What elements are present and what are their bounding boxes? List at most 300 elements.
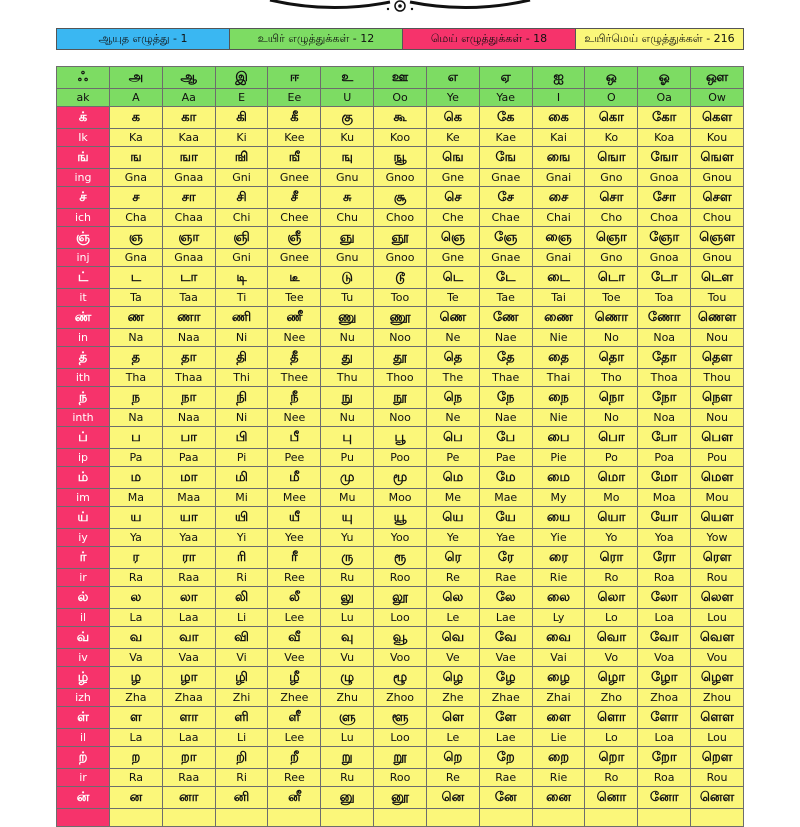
cell-glyph: றெ: [426, 747, 479, 769]
cell-glyph: லூ: [374, 587, 427, 609]
cell-glyph: ண: [110, 307, 163, 329]
cell-latin: Ro: [585, 569, 638, 587]
top-ornament: [250, 0, 550, 14]
cell-glyph: ஈ: [268, 67, 321, 89]
cell-latin: The: [426, 369, 479, 387]
cell-latin: Ly: [532, 609, 585, 627]
legend-mei: மெய் எழுத்துக்கள் - 18: [403, 29, 576, 49]
cell-latin: Na: [110, 329, 163, 347]
cell-latin: Lu: [321, 609, 374, 627]
cell-latin: Rou: [691, 569, 744, 587]
cell-latin: Yie: [532, 529, 585, 547]
consonant-glyph-row: [57, 547, 744, 569]
consonant-latin-row: [57, 809, 744, 827]
cell-glyph: ரீ: [268, 547, 321, 569]
cell-glyph: ஞா: [162, 227, 215, 249]
cell-glyph: பூ: [374, 427, 427, 449]
cell-glyph: லீ: [268, 587, 321, 609]
cell-glyph: லொ: [585, 587, 638, 609]
cell-latin: A: [110, 89, 163, 107]
cell-latin: Mee: [268, 489, 321, 507]
cell-latin: U: [321, 89, 374, 107]
cell-latin: Te: [426, 289, 479, 307]
cell-glyph: னீ: [268, 787, 321, 809]
consonant-latin-row: [57, 209, 744, 227]
cell-latin: Ko: [585, 129, 638, 147]
cell-latin: Thai: [532, 369, 585, 387]
row-head-glyph: ப்: [57, 427, 110, 449]
cell-glyph: செ: [426, 187, 479, 209]
cell-glyph: றூ: [374, 747, 427, 769]
cell-glyph: நு: [321, 387, 374, 409]
cell-glyph: வௌ: [691, 627, 744, 649]
cell-latin: La: [110, 729, 163, 747]
cell-latin: Pa: [110, 449, 163, 467]
cell-latin: Loa: [638, 729, 691, 747]
cell-glyph: மை: [532, 467, 585, 489]
cell-latin: Tae: [479, 289, 532, 307]
cell-latin: Aa: [162, 89, 215, 107]
cell-latin: Ma: [110, 489, 163, 507]
row-head-latin: Ik: [57, 129, 110, 147]
cell-glyph: வீ: [268, 627, 321, 649]
row-head-latin: il: [57, 609, 110, 627]
consonant-latin-row: [57, 369, 744, 387]
row-head-latin: im: [57, 489, 110, 507]
row-head-glyph: ள்: [57, 707, 110, 729]
cell-glyph: ஒ: [585, 67, 638, 89]
cell-latin: Nie: [532, 329, 585, 347]
cell-glyph: ங: [110, 147, 163, 169]
cell-latin: Thaa: [162, 369, 215, 387]
cell-glyph: லோ: [638, 587, 691, 609]
cell-latin: Vou: [691, 649, 744, 667]
cell-glyph: வ: [110, 627, 163, 649]
cell-latin: Zhoo: [374, 689, 427, 707]
cell-glyph: யே: [479, 507, 532, 529]
row-head-glyph: ங்: [57, 147, 110, 169]
cell-glyph: தௌ: [691, 347, 744, 369]
cell-latin: Yoo: [374, 529, 427, 547]
row-head-latin: [57, 809, 110, 827]
cell-latin: Ke: [426, 129, 479, 147]
consonant-latin-row: [57, 249, 744, 267]
cell-latin: Ve: [426, 649, 479, 667]
cell-glyph: றை: [532, 747, 585, 769]
cell-glyph: ஏ: [479, 67, 532, 89]
cell-latin: Kai: [532, 129, 585, 147]
cell-glyph: க: [110, 107, 163, 129]
cell-glyph: ழௌ: [691, 667, 744, 689]
cell-latin: My: [532, 489, 585, 507]
cell-glyph: ய: [110, 507, 163, 529]
cell-latin: Thoa: [638, 369, 691, 387]
cell-glyph: றௌ: [691, 747, 744, 769]
cell-glyph: ரொ: [585, 547, 638, 569]
row-head-glyph: க்: [57, 107, 110, 129]
cell-latin: Gne: [426, 169, 479, 187]
cell-glyph: லா: [162, 587, 215, 609]
row-head-latin: ing: [57, 169, 110, 187]
cell-latin: Raa: [162, 769, 215, 787]
cell-latin: Voo: [374, 649, 427, 667]
cell-latin: [426, 809, 479, 827]
cell-latin: Ye: [426, 89, 479, 107]
cell-latin: Tai: [532, 289, 585, 307]
cell-glyph: பீ: [268, 427, 321, 449]
cell-glyph: தூ: [374, 347, 427, 369]
cell-latin: Gnai: [532, 249, 585, 267]
cell-glyph: யோ: [638, 507, 691, 529]
cell-latin: Rou: [691, 769, 744, 787]
cell-latin: Roa: [638, 569, 691, 587]
row-head-latin: iy: [57, 529, 110, 547]
cell-glyph: ணா: [162, 307, 215, 329]
row-head-glyph: ச்: [57, 187, 110, 209]
cell-glyph: ஞே: [479, 227, 532, 249]
cell-glyph: சா: [162, 187, 215, 209]
cell-latin: No: [585, 329, 638, 347]
cell-latin: Zhai: [532, 689, 585, 707]
cell-latin: Li: [215, 609, 268, 627]
consonant-latin-row: [57, 449, 744, 467]
row-head-glyph: ர்: [57, 547, 110, 569]
cell-latin: Gnai: [532, 169, 585, 187]
cell-latin: Gnoo: [374, 169, 427, 187]
cell-latin: Cho: [585, 209, 638, 227]
cell-glyph: ளொ: [585, 707, 638, 729]
consonant-latin-row: [57, 129, 744, 147]
consonant-latin-row: [57, 289, 744, 307]
cell-latin: Naa: [162, 409, 215, 427]
cell-glyph: கௌ: [691, 107, 744, 129]
cell-glyph: ணு: [321, 307, 374, 329]
cell-latin: Ru: [321, 569, 374, 587]
cell-latin: Gnee: [268, 169, 321, 187]
cell-glyph: டி: [215, 267, 268, 289]
cell-glyph: னௌ: [691, 787, 744, 809]
cell-glyph: ஆ: [162, 67, 215, 89]
cell-latin: Vi: [215, 649, 268, 667]
consonant-latin-row: [57, 729, 744, 747]
cell-latin: Gnee: [268, 249, 321, 267]
cell-glyph: கொ: [585, 107, 638, 129]
cell-glyph: சே: [479, 187, 532, 209]
cell-latin: Loa: [638, 609, 691, 627]
cell-latin: Zhou: [691, 689, 744, 707]
cell-glyph: ல: [110, 587, 163, 609]
cell-latin: Vai: [532, 649, 585, 667]
row-head-glyph: ஃ: [57, 67, 110, 89]
cell-latin: Va: [110, 649, 163, 667]
cell-latin: Thoo: [374, 369, 427, 387]
row-head-latin: ip: [57, 449, 110, 467]
cell-glyph: ழ: [110, 667, 163, 689]
cell-glyph: ரெ: [426, 547, 479, 569]
cell-glyph: ஞீ: [268, 227, 321, 249]
cell-glyph: வொ: [585, 627, 638, 649]
cell-latin: Che: [426, 209, 479, 227]
row-head-glyph: வ்: [57, 627, 110, 649]
cell-glyph: உ: [321, 67, 374, 89]
cell-glyph: ஙி: [215, 147, 268, 169]
cell-latin: Gne: [426, 249, 479, 267]
cell-latin: Gnu: [321, 169, 374, 187]
cell-latin: Nu: [321, 409, 374, 427]
cell-glyph: யௌ: [691, 507, 744, 529]
cell-latin: Pou: [691, 449, 744, 467]
cell-glyph: ணூ: [374, 307, 427, 329]
cell-latin: Nu: [321, 329, 374, 347]
cell-glyph: டை: [532, 267, 585, 289]
cell-latin: E: [215, 89, 268, 107]
cell-glyph: கி: [215, 107, 268, 129]
cell-latin: Le: [426, 609, 479, 627]
cell-latin: Ni: [215, 329, 268, 347]
cell-latin: Tou: [691, 289, 744, 307]
cell-glyph: ந: [110, 387, 163, 409]
row-head-latin: ich: [57, 209, 110, 227]
cell-latin: Lou: [691, 729, 744, 747]
cell-latin: Gnou: [691, 169, 744, 187]
cell-glyph: ணி: [215, 307, 268, 329]
cell-glyph: நி: [215, 387, 268, 409]
cell-latin: Gni: [215, 169, 268, 187]
cell-glyph: ஞொ: [585, 227, 638, 249]
cell-glyph: ஞு: [321, 227, 374, 249]
cell-latin: Ne: [426, 329, 479, 347]
cell-glyph: ஊ: [374, 67, 427, 89]
cell-glyph: ளூ: [374, 707, 427, 729]
cell-glyph: டே: [479, 267, 532, 289]
cell-glyph: சை: [532, 187, 585, 209]
cell-glyph: தே: [479, 347, 532, 369]
cell-latin: [321, 809, 374, 827]
cell-latin: Chee: [268, 209, 321, 227]
cell-latin: Koa: [638, 129, 691, 147]
cell-latin: Kae: [479, 129, 532, 147]
cell-latin: Kee: [268, 129, 321, 147]
cell-glyph: நை: [532, 387, 585, 409]
cell-latin: Oo: [374, 89, 427, 107]
cell-latin: Roa: [638, 769, 691, 787]
cell-glyph: ரௌ: [691, 547, 744, 569]
cell-glyph: ஐ: [532, 67, 585, 89]
row-head-glyph: ண்: [57, 307, 110, 329]
cell-latin: Ri: [215, 769, 268, 787]
cell-latin: Choa: [638, 209, 691, 227]
cell-latin: [268, 809, 321, 827]
cell-glyph: ஙோ: [638, 147, 691, 169]
row-head-glyph: ந்: [57, 387, 110, 409]
cell-latin: Gnou: [691, 249, 744, 267]
cell-glyph: ரூ: [374, 547, 427, 569]
cell-glyph: ணை: [532, 307, 585, 329]
cell-glyph: நே: [479, 387, 532, 409]
cell-latin: Lo: [585, 729, 638, 747]
consonant-latin-row: [57, 649, 744, 667]
row-head-latin: in: [57, 329, 110, 347]
cell-glyph: ஔ: [691, 67, 744, 89]
cell-latin: Thou: [691, 369, 744, 387]
cell-latin: Lee: [268, 729, 321, 747]
cell-latin: Gnaa: [162, 249, 215, 267]
cell-glyph: ழெ: [426, 667, 479, 689]
cell-glyph: ழீ: [268, 667, 321, 689]
cell-latin: Rie: [532, 569, 585, 587]
consonant-glyph-row: [57, 467, 744, 489]
cell-latin: Loo: [374, 609, 427, 627]
cell-glyph: நீ: [268, 387, 321, 409]
cell-latin: Ni: [215, 409, 268, 427]
cell-glyph: ழி: [215, 667, 268, 689]
cell-glyph: றோ: [638, 747, 691, 769]
cell-glyph: சொ: [585, 187, 638, 209]
cell-latin: Lie: [532, 729, 585, 747]
cell-glyph: ளு: [321, 707, 374, 729]
cell-latin: Too: [374, 289, 427, 307]
row-head-latin: ir: [57, 569, 110, 587]
cell-latin: Thae: [479, 369, 532, 387]
cell-glyph: நெ: [426, 387, 479, 409]
cell-glyph: டூ: [374, 267, 427, 289]
cell-latin: No: [585, 409, 638, 427]
cell-glyph: லு: [321, 587, 374, 609]
cell-latin: [374, 809, 427, 827]
cell-latin: Noo: [374, 329, 427, 347]
consonant-glyph-row: [57, 267, 744, 289]
cell-latin: Gnoo: [374, 249, 427, 267]
cell-glyph: ஓ: [638, 67, 691, 89]
cell-latin: Re: [426, 769, 479, 787]
cell-latin: Yaa: [162, 529, 215, 547]
cell-glyph: ஙே: [479, 147, 532, 169]
cell-latin: Nie: [532, 409, 585, 427]
cell-latin: Nae: [479, 409, 532, 427]
cell-glyph: மு: [321, 467, 374, 489]
cell-glyph: லி: [215, 587, 268, 609]
cell-glyph: நோ: [638, 387, 691, 409]
cell-glyph: பா: [162, 427, 215, 449]
cell-glyph: ஙா: [162, 147, 215, 169]
cell-latin: [638, 809, 691, 827]
cell-glyph: ளே: [479, 707, 532, 729]
cell-glyph: னை: [532, 787, 585, 809]
row-head-latin: ak: [57, 89, 110, 107]
cell-latin: Chu: [321, 209, 374, 227]
cell-glyph: கெ: [426, 107, 479, 129]
cell-glyph: ரா: [162, 547, 215, 569]
cell-latin: Mu: [321, 489, 374, 507]
cell-latin: Ka: [110, 129, 163, 147]
cell-latin: Yow: [691, 529, 744, 547]
cell-latin: Vaa: [162, 649, 215, 667]
cell-glyph: யு: [321, 507, 374, 529]
cell-latin: [215, 809, 268, 827]
cell-glyph: ம: [110, 467, 163, 489]
cell-glyph: லே: [479, 587, 532, 609]
consonant-glyph-row: [57, 507, 744, 529]
cell-latin: Thu: [321, 369, 374, 387]
cell-glyph: டெ: [426, 267, 479, 289]
cell-glyph: னெ: [426, 787, 479, 809]
cell-latin: Toa: [638, 289, 691, 307]
cell-glyph: ழை: [532, 667, 585, 689]
cell-latin: Chou: [691, 209, 744, 227]
row-head-latin: it: [57, 289, 110, 307]
cell-latin: Noa: [638, 409, 691, 427]
cell-latin: Ra: [110, 569, 163, 587]
row-head-glyph: ட்: [57, 267, 110, 289]
cell-glyph: ஙெ: [426, 147, 479, 169]
cell-latin: Na: [110, 409, 163, 427]
cell-glyph: யீ: [268, 507, 321, 529]
cell-latin: Toe: [585, 289, 638, 307]
cell-latin: Ne: [426, 409, 479, 427]
row-head-latin: ith: [57, 369, 110, 387]
cell-glyph: ரோ: [638, 547, 691, 569]
row-head-glyph: ற்: [57, 747, 110, 769]
cell-latin: Tee: [268, 289, 321, 307]
cell-glyph: ற: [110, 747, 163, 769]
cell-glyph: ணே: [479, 307, 532, 329]
cell-latin: Thee: [268, 369, 321, 387]
cell-latin: Laa: [162, 609, 215, 627]
cell-glyph: ரை: [532, 547, 585, 569]
cell-glyph: டு: [321, 267, 374, 289]
cell-latin: Paa: [162, 449, 215, 467]
cell-glyph: ளை: [532, 707, 585, 729]
row-head-latin: inj: [57, 249, 110, 267]
row-head-glyph: ன்: [57, 787, 110, 809]
cell-glyph: ணௌ: [691, 307, 744, 329]
cell-glyph: னூ: [374, 787, 427, 809]
consonant-glyph-row: [57, 667, 744, 689]
cell-latin: Cha: [110, 209, 163, 227]
cell-latin: Nee: [268, 409, 321, 427]
cell-latin: Vae: [479, 649, 532, 667]
cell-glyph: மோ: [638, 467, 691, 489]
cell-glyph: தொ: [585, 347, 638, 369]
consonant-latin-row: [57, 489, 744, 507]
cell-latin: Poa: [638, 449, 691, 467]
cell-latin: Zhe: [426, 689, 479, 707]
cell-glyph: னே: [479, 787, 532, 809]
cell-glyph: யா: [162, 507, 215, 529]
cell-latin: Noa: [638, 329, 691, 347]
cell-latin: Pie: [532, 449, 585, 467]
consonant-glyph-row: [57, 227, 744, 249]
cell-latin: Ku: [321, 129, 374, 147]
cell-latin: Mi: [215, 489, 268, 507]
cell-latin: Zhu: [321, 689, 374, 707]
cell-latin: Roo: [374, 769, 427, 787]
cell-glyph: நூ: [374, 387, 427, 409]
cell-latin: [532, 809, 585, 827]
cell-latin: Choo: [374, 209, 427, 227]
cell-latin: [162, 809, 215, 827]
cell-latin: Rae: [479, 769, 532, 787]
cell-latin: Po: [585, 449, 638, 467]
cell-latin: Lou: [691, 609, 744, 627]
cell-glyph: அ: [110, 67, 163, 89]
cell-glyph: மீ: [268, 467, 321, 489]
cell-latin: Yi: [215, 529, 268, 547]
cell-glyph: லெ: [426, 587, 479, 609]
row-head-latin: il: [57, 729, 110, 747]
cell-glyph: கே: [479, 107, 532, 129]
cell-glyph: வோ: [638, 627, 691, 649]
